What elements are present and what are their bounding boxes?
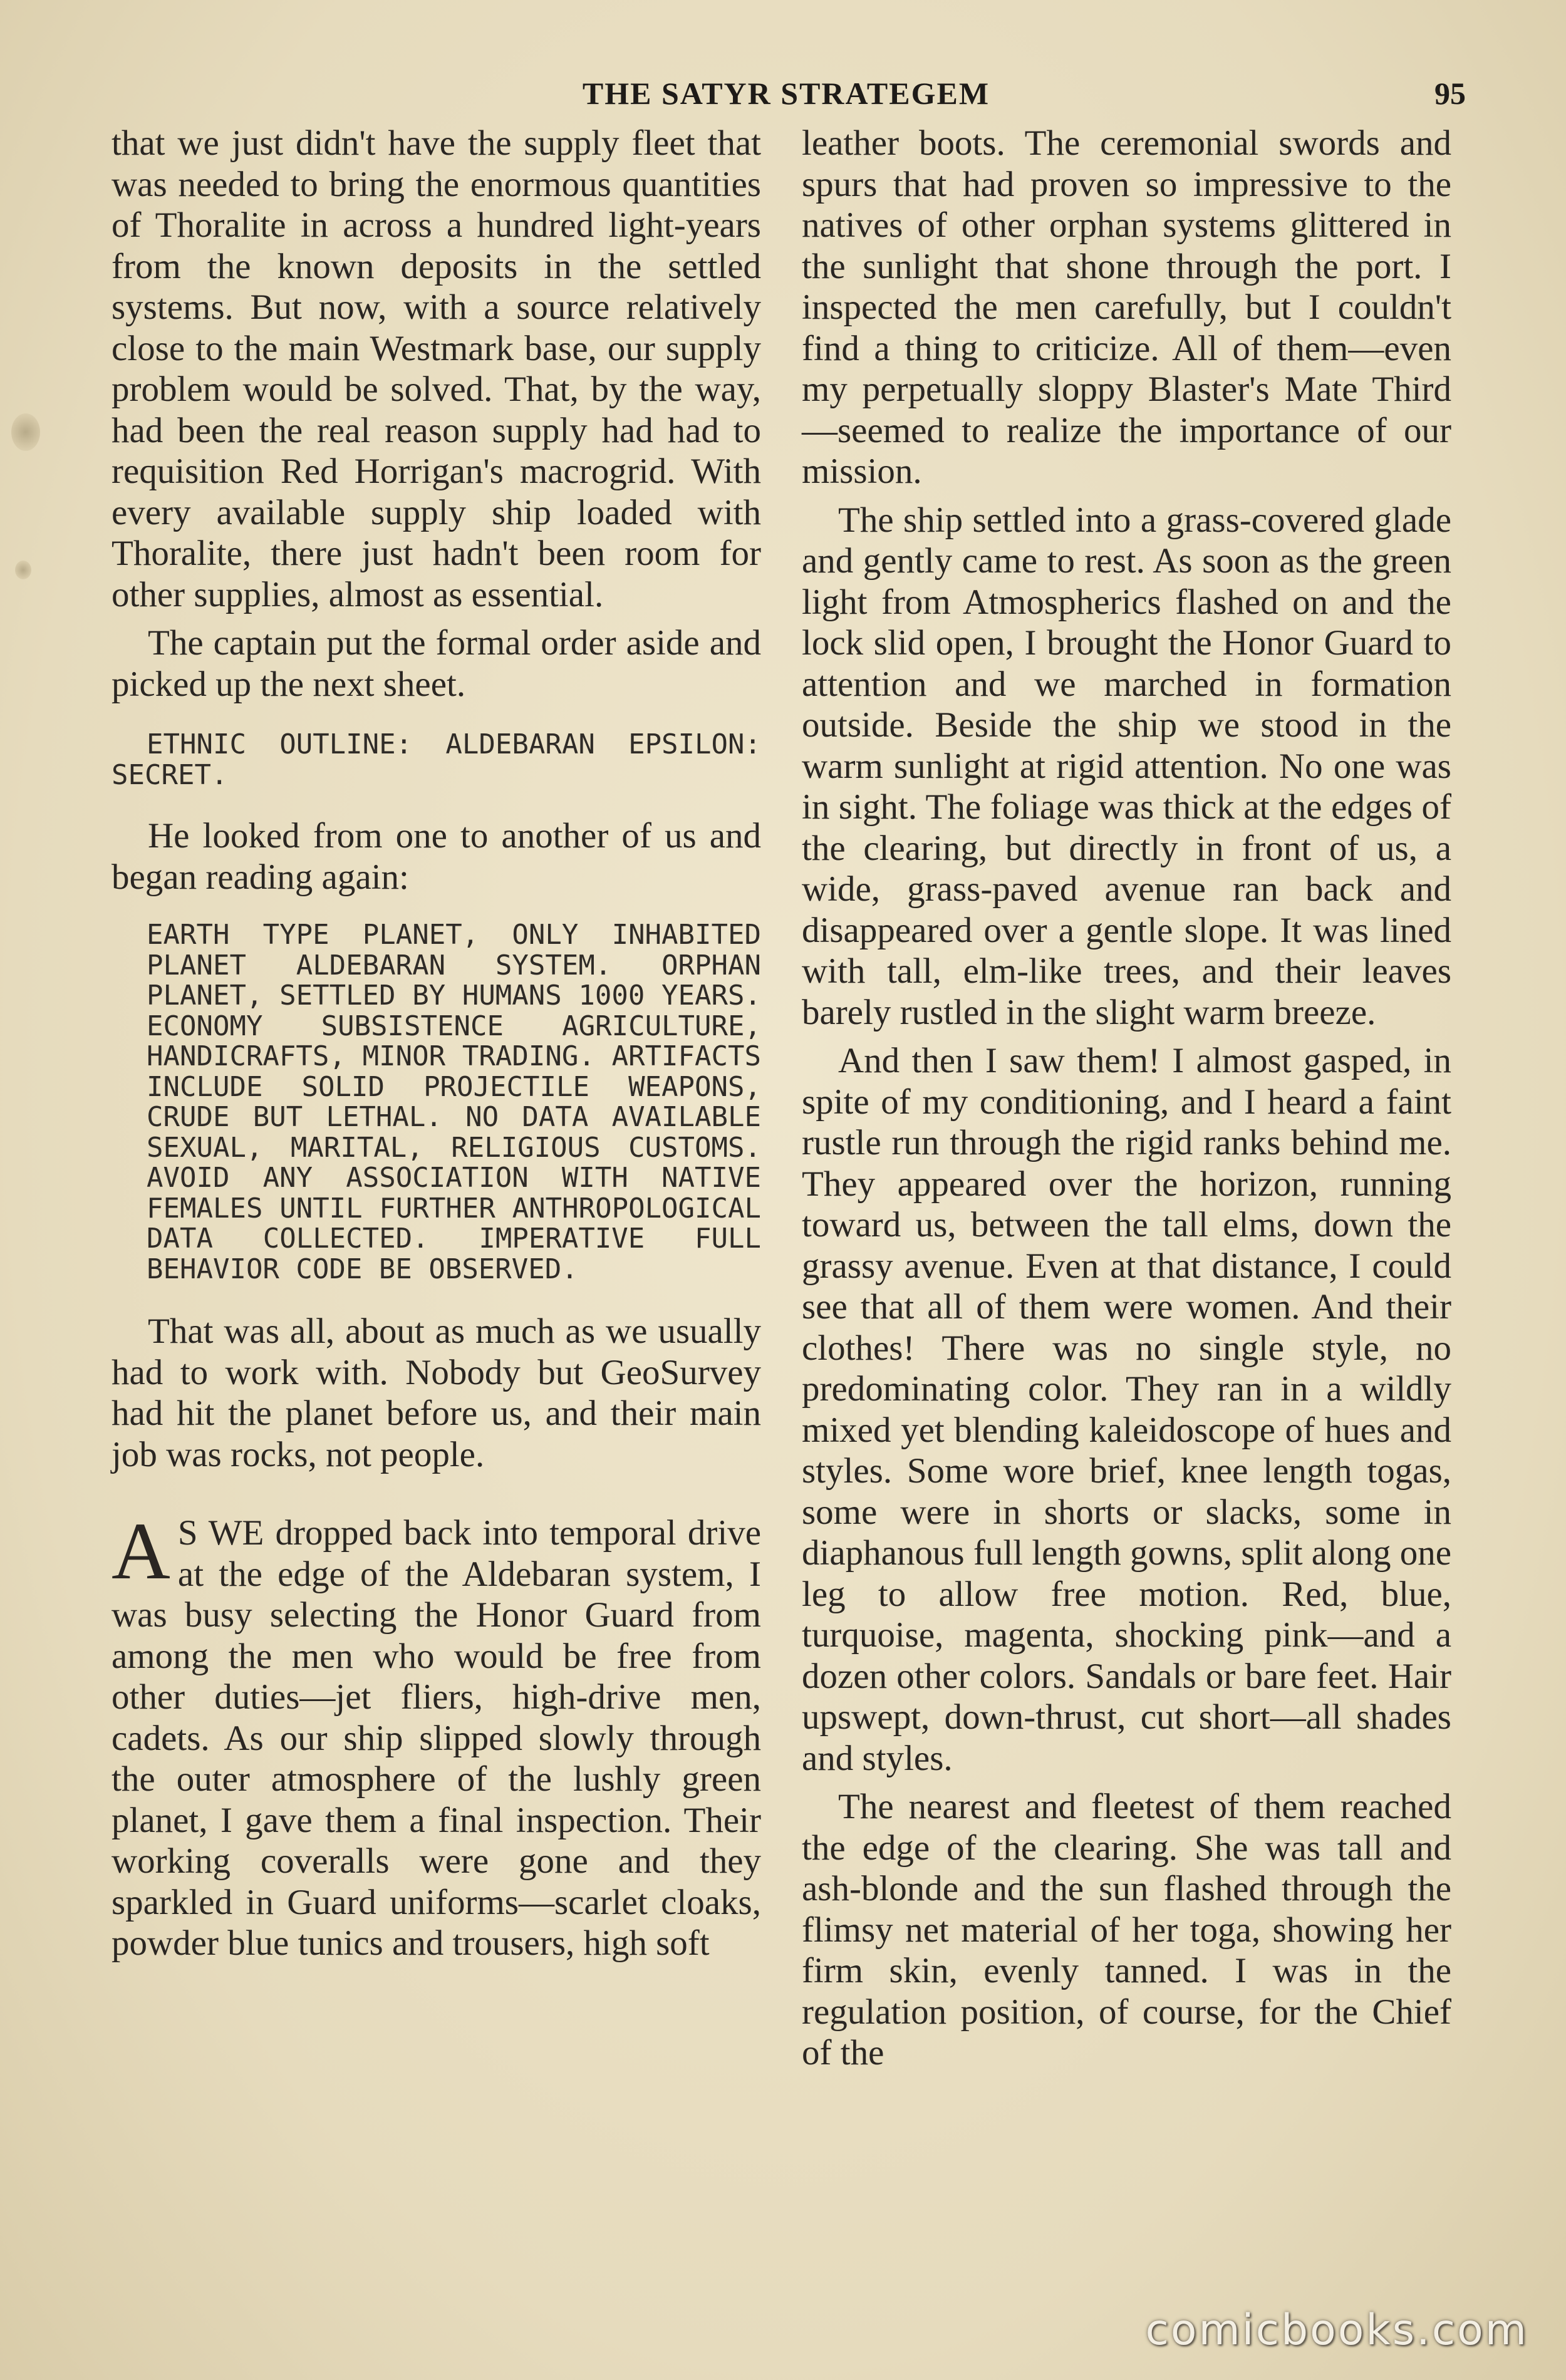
page-header: [106, 75, 1466, 125]
page-blemish: [15, 561, 31, 579]
paragraph: leather boots. The ceremonial swords and spurs that had proven so impressive to the natives of other orphan systems glittered in the sunlight that shone through the port. I inspected the men carefully, but I couldn't find a thing to criticize. All of them—even my perpetually sloppy Blaster's Mate Third—seemed to realize the importance of our mission.: [802, 123, 1451, 491]
watermark: comicbooks.com: [1145, 2305, 1528, 2355]
paragraph: The nearest and fleetest of them reached the edge of the clearing. She was tall and ash-blonde and the sun flashed through the flimsy net material of her toga, showing her firm skin, evenly tanned. I was in the regulation position, of course, for the Chief of the: [802, 1787, 1451, 2072]
paragraph: The ship settled into a grass-covered glade and gently came to rest. As soon as the green light from Atmospherics flashed on and the lock slid open, I brought the Honor Guard to attention and we marched in formation outside. Beside the ship we stood in the warm sunlight at rigid attention. No one was in sight. The foliage was thick at the edges of the clearing, but directly in front of us, a wide, grass-paved avenue ran back and disappeared over a gentle slope. It was lined with tall, elm-like trees, and their leaves barely rustled in the slight warm breeze.: [802, 500, 1451, 1032]
paragraph: He looked from one to another of us and began reading again:: [111, 816, 761, 897]
paragraph: that we just didn't have the supply fleet that was needed to bring the enormous quantities of Thoralite in across a hundred light-years from the known deposits in the settled systems. But now, with a source relatively close to the main Westmark base, our supply problem would be solved. That, by the way, had been the real reason supply had had to requisition Red Horrigan's macrogrid. With every available supply ship loaded with Thoralite, there just hadn't been room for other supplies, almost as essential.: [111, 123, 761, 614]
section-text: S WE dropped back into temporal drive at the edge of the Aldebaran system, I was busy selecting the Honor Guard from among the men who would be free from other duties—jet fliers, high-drive men, cadets. As our ship slipped slowly through the outer atmosphere of the lushly green planet, I gave them a final inspection. Their working coveralls were gone and they sparkled in Guard uniforms—scarlet cloaks, powder blue tunics and trousers, high soft: [111, 1513, 761, 1963]
section-paragraph: [111, 1506, 761, 1964]
page-number: 95: [1434, 76, 1466, 111]
paragraph: And then I saw them! I almost gasped, in spite of my conditioning, and I heard a faint rustle run through the rigid ranks behind me. They appeared over the horizon, running toward us, between the tall elms, down the grassy avenue. Even at that distance, I could see that all of them were women. And their clothes! There was no single style, no predominating color. They ran in a wildly mixed yet blending kaleidoscope of hues and styles. Some wore brief, knee length togas, some were in shorts or slacks, some in diaphanous full length gowns, split along one leg to allow free motion. Red, blue, turquoise, magenta, shocking pink—and a dozen other colors. Sandals or bare feet. Hair upswept, down-thrust, cut short—all shades and styles.: [802, 1041, 1451, 1778]
right-column: [802, 123, 1451, 2074]
memo-heading: ETHNIC OUTLINE: ALDEBARAN EPSILON: SECRET.: [111, 728, 761, 791]
paragraph: The captain put the formal order aside and picked up the next sheet.: [111, 623, 761, 704]
drop-cap: A: [111, 1506, 170, 1596]
page-blemish: [11, 413, 40, 451]
memo-body: EARTH TYPE PLANET, ONLY INHABITED PLANET ALDEBARAN SYSTEM. ORPHAN PLANET, SETTLED BY HUMANS 1000 YEARS. ECONOMY SUBSISTENCE AGRICULTURE, HANDICRAFTS, MINOR TRADING. ARTIFACTS INCLUDE SOLID PROJECTILE WEAPONS, CRUDE BUT LETHAL. NO DATA AVAILABLE SEXUAL, MARITAL, RELIGIOUS CUSTOMS. AVOID ANY ASSOCIATION WITH NATIVE FEMALES UNTIL FURTHER ANTHROPOLOGICAL DATA COLLECTED. IMPERATIVE FULL BEHAVIOR CODE BE OBSERVED.: [147, 919, 761, 1285]
running-title: THE SATYR STRATEGEM: [582, 76, 990, 111]
left-column: [111, 123, 761, 1964]
paragraph: That was all, about as much as we usually had to work with. Nobody but GeoSurvey had hit the planet before us, and their main job was rocks, not people.: [111, 1312, 761, 1474]
